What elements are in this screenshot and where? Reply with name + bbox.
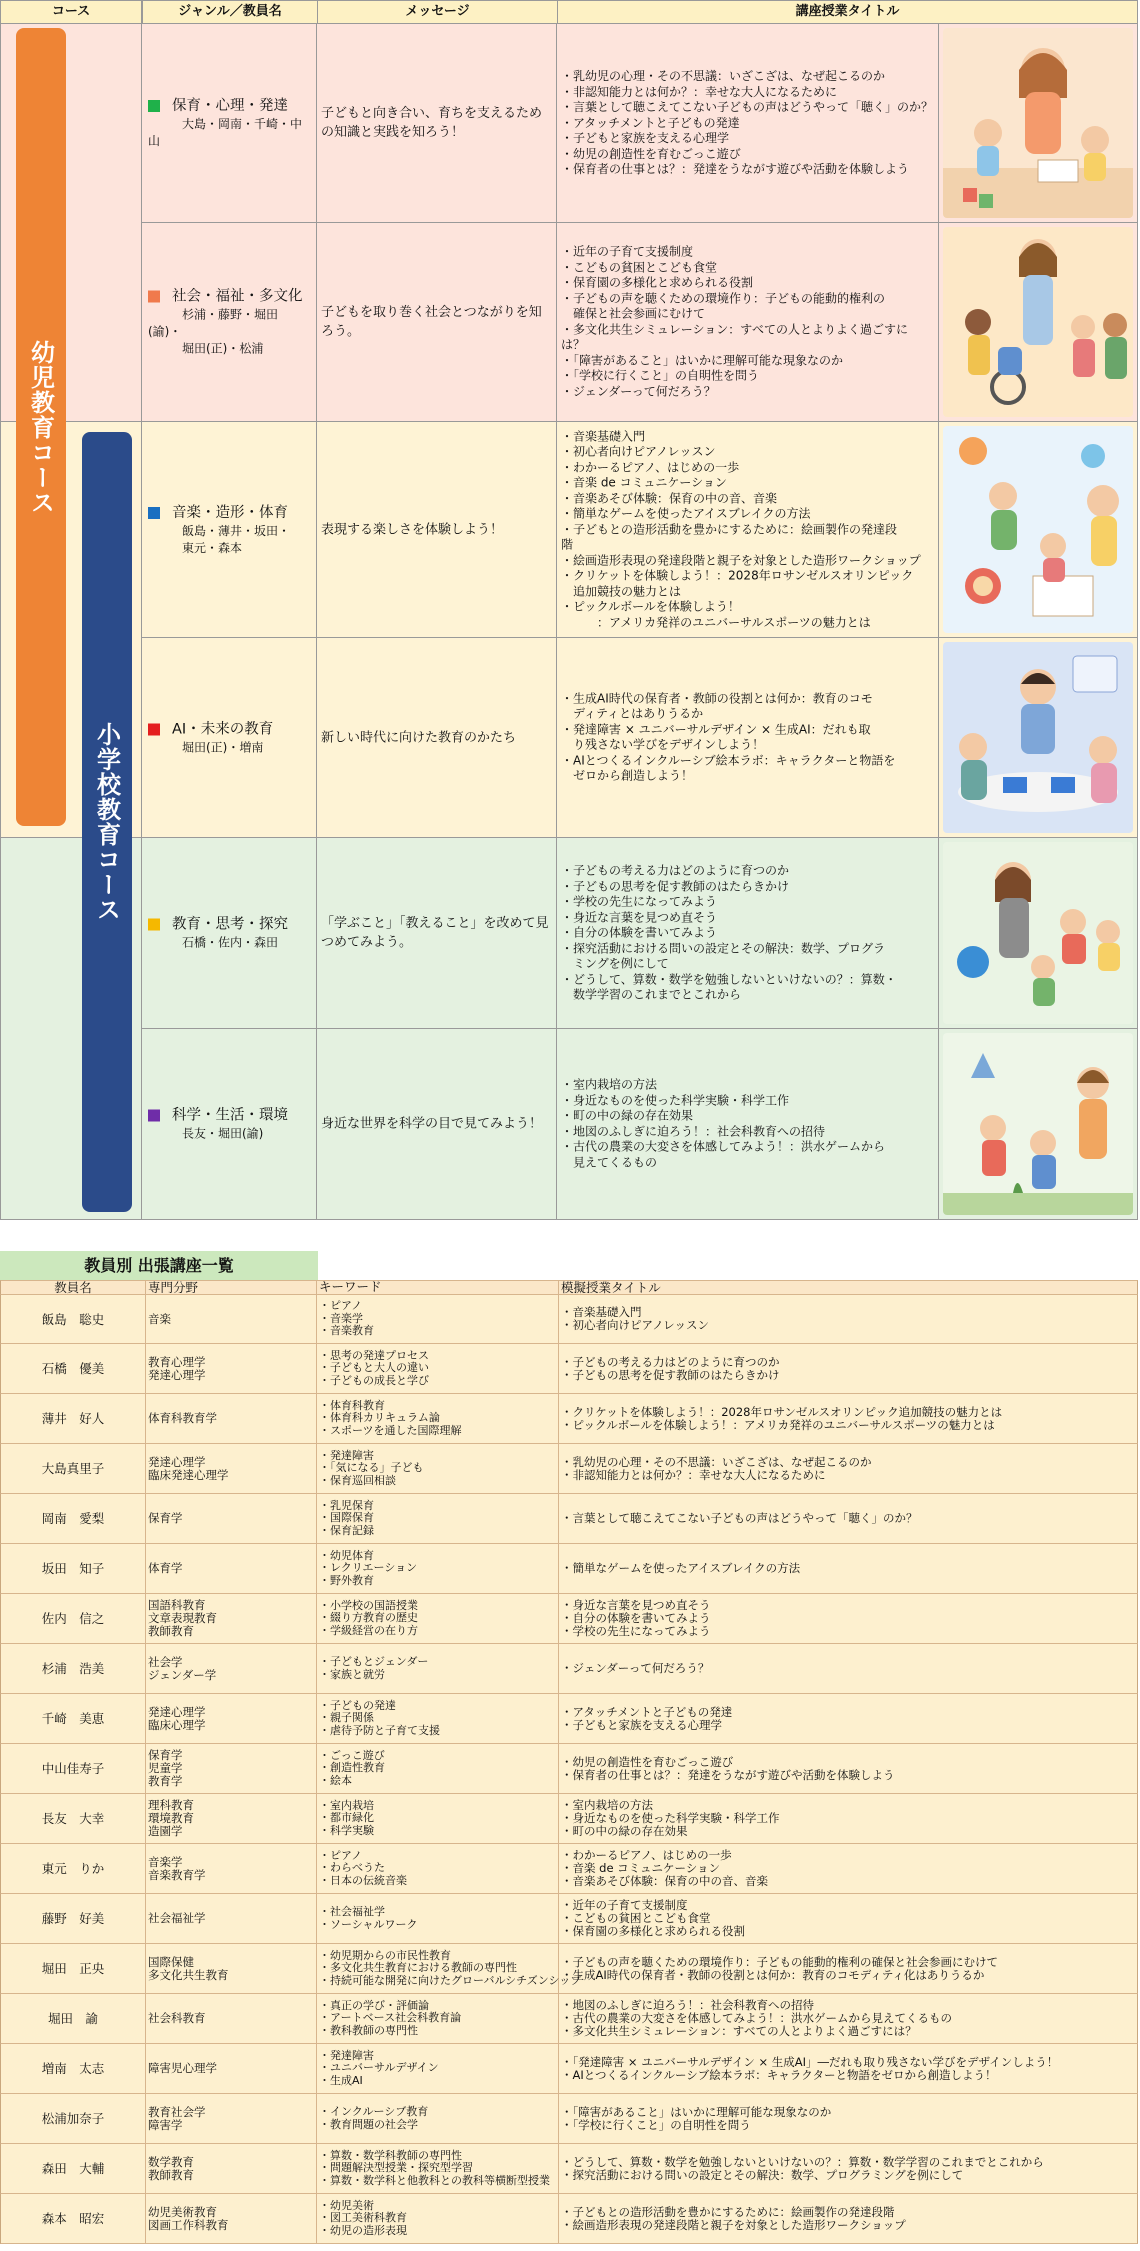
course-title-item: ・室内栽培の方法 [561,1077,658,1092]
course-message: 身近な世界を科学の目で見てみよう！ [321,1116,543,1132]
header-course: コース [0,0,142,24]
illustration-ai-tablets [943,642,1133,833]
header-message: メッセージ [317,0,558,24]
course-title-item: ・子どもの考える力はどのように育つのか [561,863,790,878]
faculty-field: 保育学 [146,1494,317,1543]
genre-title: 科学・生活・環境 [172,1107,288,1124]
course-row [142,223,1138,422]
youji-course-bar: 幼児教育コース [16,28,66,826]
course-title-item: ・子どもの声を聴くための環境作り：子どもの能動的権利の [561,291,886,305]
genre-staff: 長友・堀田(諭) [182,1126,264,1141]
faculty-row [0,1544,1138,1594]
course-title-item: ・身近な言葉を見つめ直そう [561,909,718,924]
illustration-music-art [943,426,1133,633]
genre-marker [148,723,160,735]
course-title-item: ・探究活動における問いの設定とその解決：数学、プログラ [561,940,886,955]
course-message: 新しい時代に向けた教育のかたち [321,730,517,745]
genre-title: 社会・福祉・多文化 [172,288,303,305]
course-title-item: ・地図のふしぎに迫ろう！：社会科教育への招待 [561,1124,826,1138]
faculty-titles: ・ジェンダーって何だろう？ [561,1661,710,1675]
course-title-item: ・クリケットを体験しよう！：2028年ロサンゼルスオリンピック [561,568,914,583]
faculty-field: 障害児心理学 [146,2044,317,2093]
faculty-name: 増南 太志 [1,2044,146,2093]
faculty-titles: ・「発達障害 × ユニバーサルデザイン × 生成AI」―だれも取り残さない学びをデザインしよう！ ・AIとつくるインクルーシブ絵本ラボ：キャラクターと物語をゼロから創造しよう！ [561,2054,1059,2082]
course-row [142,24,1138,223]
course-title-item: ・「障害があること」はいかに理解可能な現象なのか [561,353,844,367]
genre-marker [148,100,160,112]
faculty-row [0,1994,1138,2044]
header-genre: ジャンル／教員名 [142,0,318,24]
course-title-item: ゼロから創造しよう！ [561,768,694,783]
faculty-row [0,2044,1138,2094]
faculty-titles: ・わかーるピアノ、はじめの一歩 ・音楽 de コミュニケーション ・音楽あそび体験：保育の中の音、音楽 [561,1848,768,1888]
faculty-name: 松浦加奈子 [1,2094,146,2143]
course-title-item: ・わかーるピアノ、はじめの一歩 [561,459,740,474]
course-message: 子どもを取り巻く社会とつながりを知ろう。 [321,305,542,339]
faculty-keywords: ・小学校の国語授業 ・綴り方教育の歴史 ・学級経営の在り方 [317,1594,559,1643]
course-title-item: 追加競技の魅力とは [561,583,682,598]
faculty-keywords: ・子どもの発達 ・親子関係 ・虐待予防と子育て支援 [317,1694,559,1743]
genre-marker [148,919,160,931]
course-title-item: り残さない学びをデザインしよう！ [561,737,765,752]
course-title-item: 確保と社会参画にむけて [561,306,706,321]
faculty-keywords: ・発達障害 ・「気になる」子ども ・保育巡回相談 [317,1444,559,1493]
genre-marker [148,291,160,303]
faculty-field: 教育心理学 発達心理学 [146,1344,317,1393]
course-row [142,422,1138,638]
faculty-name: 森本 昭宏 [1,2194,146,2243]
faculty-titles: ・子どもとの造形活動を豊かにするために：絵画製作の発達段階 ・絵画造形表現の発達段階と親子を対象とした造形ワークショップ [561,2204,906,2232]
faculty-header-row [0,1280,1138,1295]
genre-staff: 東元・森本 [182,540,243,555]
header-name: 教員名 [1,1281,146,1294]
course-title-item: ：アメリカ発祥のユニバーサルスポーツの魅力とは [561,614,871,629]
faculty-field: 発達心理学 臨床心理学 [146,1694,317,1743]
faculty-field: 保育学 児童学 教育学 [146,1744,317,1793]
faculty-row [0,1744,1138,1794]
genre-staff: 大島・岡南・千崎・中 [182,117,303,131]
course-message: 「学ぶこと」「教えること」を改めて見つめてみよう。 [321,916,549,950]
faculty-keywords: ・幼児期からの市民性教育 ・多文化共生教育における教師の専門性 ・持続可能な開発に向けたグローバルシチズンシップ [317,1944,559,1993]
faculty-field: 国際保健 多文化共生教育 [146,1944,317,1993]
faculty-name: 大島真里子 [1,1444,146,1493]
faculty-row [0,2144,1138,2194]
faculty-row [0,1594,1138,1644]
course-title-item: ・町の中の緑の存在効果 [561,1108,694,1123]
genre-title: 保育・心理・発達 [172,98,288,114]
course-message: 子どもと向き合い、育ちを支えるための知識と実践を知ろう！ [321,106,543,140]
faculty-keywords: ・社会福祉学 ・ソーシャルワーク [317,1894,559,1943]
illustration-teacher-globe [943,842,1133,1024]
faculty-keywords: ・ピアノ ・わらべうた ・日本の伝統音楽 [317,1844,559,1893]
faculty-titles: ・近年の子育て支援制度 ・こどもの貧困とこども食堂 ・保育園の多様化と求められる役割 [561,1898,745,1938]
faculty-field: 教育社会学 障害学 [146,2094,317,2143]
faculty-row [0,1295,1138,1344]
course-title-item: ・「学校に行くこと」の自明性を問う [561,368,760,383]
faculty-name: 石橋 優美 [1,1344,146,1393]
faculty-keywords: ・子どもとジェンダー ・家族と就労 [317,1644,559,1693]
course-title-item: ・古代の農業の大変さを体感してみよう！：洪水ゲームから [561,1139,886,1154]
course-title-item: ・ジェンダーって何だろう？ [561,384,716,398]
faculty-row [0,1794,1138,1844]
faculty-name: 杉浦 浩美 [1,1644,146,1693]
course-title-item: ・幼児の創造性を育むごっこ遊び [561,146,741,161]
illustration-science-planting [943,1033,1133,1215]
course-title-item: ・保育者の仕事とは？：発達をうながす遊びや活動を体験しよう [561,161,910,176]
faculty-titles: ・乳幼児の心理・その不思議：いざこざは、なぜ起こるのか ・非認知能力とは何か？：幸せな大人になるために [561,1454,872,1482]
faculty-keywords: ・思考の発達プロセス ・子どもと大人の違い ・子どもの成長と学び [317,1344,559,1393]
faculty-field: 音楽 [146,1295,317,1343]
faculty-field: 発達心理学 臨床発達心理学 [146,1444,317,1493]
course-title-item: ・乳幼児の心理・その不思議：いざこざは、なぜ起こるのか [561,68,886,83]
genre-staff: 飯島・薄井・坂田・ [182,523,291,538]
course-title-item: ・子どもとの造形活動を豊かにするために：絵画製作の発達段 [561,521,898,536]
faculty-keywords: ・インクルーシブ教育 ・教育問題の社会学 [317,2094,559,2143]
faculty-field: 社会福祉学 [146,1894,317,1943]
course-title-item: 数学学習のこれまでとこれから [561,987,742,1002]
faculty-row [0,1394,1138,1444]
course-titles [561,429,934,631]
course-title-item: ・音楽基礎入門 [561,428,646,443]
faculty-name: 坂田 知子 [1,1544,146,1593]
course-title-item: ・生成AI時代の保育者・教師の役割とは何か：教育のコモ [561,691,873,705]
course-titles [561,691,934,784]
faculty-row [0,2094,1138,2144]
faculty-field: 体育科教育学 [146,1394,317,1443]
course-title-item: ディティとはありうるか [561,706,704,721]
faculty-titles: ・「障害があること」はいかに理解可能な現象なのか ・「学校に行くこと」の自明性を問う [561,2104,832,2132]
course-title-item: ・アタッチメントと子どもの発達 [561,115,740,130]
course-title-item: ・子どもの思考を促す教師のはたらきかけ [561,878,790,893]
faculty-name: 東元 りか [1,1844,146,1893]
faculty-field: 音楽学 音楽教育学 [146,1844,317,1893]
genre-staff: (諭)・ [148,324,182,339]
faculty-name: 長友 大幸 [1,1794,146,1843]
course-row [142,838,1138,1029]
course-message: 表現する楽しさを体験しよう！ [321,522,504,537]
course-titles [561,245,934,400]
course-title-item: ミングを例にして [561,956,669,971]
course-title-item: ・どうして、算数・数学を勉強しないといけないの？：算数・ [561,971,897,986]
course-title-item: ・AIとつくるインクルーシブ絵本ラボ：キャラクターと物語を [561,753,896,767]
faculty-keywords: ・ピアノ ・音楽学 ・音楽教育 [317,1295,559,1343]
course-title-item: ・身近なものを使った科学実験・科学工作 [561,1093,790,1107]
faculty-name: 飯島 聡史 [1,1295,146,1343]
faculty-keywords: ・室内栽培 ・都市緑化 ・科学実験 [317,1794,559,1843]
course-row [142,1029,1138,1220]
course-title-item: ・自分の体験を書いてみよう [561,925,718,940]
faculty-keywords: ・体育科教育 ・体育科カリキュラム論 ・スポーツを通した国際理解 [317,1394,559,1443]
faculty-keywords: ・乳児保育 ・国際保育 ・保育記録 [317,1494,559,1543]
faculty-row [0,1694,1138,1744]
course-title-item: ・絵画造形表現の発達段階と親子を対象とした造形ワークショップ [561,552,921,567]
genre-staff: 石橋・佐内・森田 [182,935,279,950]
header-keywords: キーワード [317,1281,559,1294]
faculty-titles: ・音楽基礎入門 ・初心者向けピアノレッスン [561,1305,710,1332]
faculty-row [0,2194,1138,2244]
illustration-teacher-reading [943,28,1133,218]
course-title-item: ・こどもの貧困とこども食堂 [561,260,718,274]
faculty-titles: ・簡単なゲームを使ったアイスブレイクの方法 [561,1561,801,1575]
faculty-row [0,1444,1138,1494]
course-title-item: ・保育園の多様化と求められる役割 [561,275,754,290]
course-title-item: ・近年の子育て支援制度 [561,244,694,259]
course-title-item: ・言葉として聴こえてこない子どもの声はどうやって「聴く」のか？ [561,99,934,114]
faculty-section-title: 教員別 出張講座一覧 [0,1251,318,1280]
course-title-item: ・ピックルボールを体験しよう！ [561,599,740,614]
course-titles [561,1078,934,1171]
course-titles [561,863,934,1003]
genre-marker [148,507,160,519]
faculty-row [0,1494,1138,1544]
genre-staff: 杉浦・藤野・堀田 [182,307,279,322]
faculty-name: 中山佳寿子 [1,1744,146,1793]
faculty-row [0,1894,1138,1944]
course-title-item: ・学校の先生になってみよう [561,894,718,909]
faculty-field: 社会学 ジェンダー学 [146,1644,317,1693]
faculty-row [0,1844,1138,1894]
faculty-keywords: ・幼児体育 ・レクリエーション ・野外教育 [317,1544,559,1593]
faculty-field: 体育学 [146,1544,317,1593]
faculty-titles: ・言葉として聴こえてこない子どもの声はどうやって「聴く」のか？ [561,1511,918,1525]
faculty-row [0,1344,1138,1394]
faculty-row [0,1644,1138,1694]
course-title-item: ・初心者向けピアノレッスン [561,444,716,459]
course-title-item: ・非認知能力とは何か？：幸せな大人になるために [561,84,838,99]
faculty-titles: ・室内栽培の方法 ・身近なものを使った科学実験・科学工作 ・町の中の緑の存在効果 [561,1798,780,1838]
genre-title: AI・未来の教育 [172,721,274,737]
course-title-item: ・音楽 de コミュニケーション [561,475,727,490]
faculty-name: 森田 大輔 [1,2144,146,2193]
faculty-field: 社会科教育 [146,1994,317,2043]
faculty-name: 藤野 好美 [1,1894,146,1943]
faculty-titles: ・アタッチメントと子どもの発達 ・子どもと家族を支える心理学 [561,1704,733,1732]
faculty-titles: ・子どもの考える力はどのように育つのか ・子どもの思考を促す教師のはたらきかけ [561,1354,780,1382]
faculty-name: 薄井 好人 [1,1394,146,1443]
faculty-name: 千崎 美恵 [1,1694,146,1743]
course-row [142,638,1138,838]
faculty-keywords: ・幼児美術 ・図工美術科教育 ・幼児の造形表現 [317,2194,559,2243]
course-title-item: は？ [561,337,586,352]
course-title-item: ・音楽あそび体験：保育の中の音、音楽 [561,490,778,505]
header-title: 模擬授業タイトル [561,1280,661,1295]
faculty-titles: ・どうして、算数・数学を勉強しないといけないの？：算数・数学学習のこれまでとこれから ・探究活動における問いの設定とその解決：数学、プログラミングを例にして [561,2154,1044,2182]
faculty-keywords: ・ごっこ遊び ・創造性教育 ・絵本 [317,1744,559,1793]
faculty-field: 数学教育 教師教育 [146,2144,317,2193]
faculty-titles: ・子どもの声を聴くための環境作り：子どもの能動的権利の確保と社会参画にむけて ・生成AI時代の保育者・教師の役割とは何か：教育のコモディティ化はありうるか [561,1954,998,1982]
faculty-keywords: ・算数・数学科教師の専門性 ・問題解決型授業・探究型学習 ・算数・数学科と他教科との教科等横断型授業 [317,2144,559,2193]
genre-marker [148,1110,160,1122]
shougakkou-course-bar: 小学校教育コース [82,432,132,1212]
header-field: 専門分野 [146,1281,317,1294]
course-title-item: ・簡単なゲームを使ったアイスブレイクの方法 [561,506,811,521]
genre-staff: 堀田(正)・松浦 [182,341,264,356]
header-title: 講座授業タイトル [557,0,1138,24]
genre-staff: 山 [148,134,161,148]
illustration-diverse-children [943,227,1133,417]
faculty-titles: ・幼児の創造性を育むごっこ遊び ・保育者の仕事とは？：発達をうながす遊びや活動を体験しよう [561,1754,895,1782]
genre-title: 音楽・造形・体育 [172,504,288,521]
genre-staff: 堀田(正)・増南 [182,740,264,754]
faculty-name: 佐内 信之 [1,1594,146,1643]
faculty-keywords: ・真正の学び・評価論 ・アートベース社会科教育論 ・教科教師の専門性 [317,1994,559,2043]
faculty-field: 国語科教育 文章表現教育 教師教育 [146,1594,317,1643]
faculty-name: 堀田 正央 [1,1944,146,1993]
faculty-titles: ・身近な言葉を見つめ直そう ・自分の体験を書いてみよう ・学校の先生になってみよう [561,1598,711,1638]
faculty-name: 堀田 諭 [1,1994,146,2043]
faculty-row [0,1944,1138,1994]
course-title-item: ・子どもと家族を支える心理学 [561,130,730,145]
course-title-item: 見えてくるもの [561,1155,658,1169]
faculty-titles: ・地図のふしぎに迫ろう！：社会科教育への招待 ・古代の農業の大変さを体感してみよう！：洪水ゲームから見えてくるもの ・多文化共生シミュレーション：すべての人とよりよく過ごすには？ [561,1998,952,2038]
course-titles [561,69,934,178]
faculty-field: 理科教育 環境教育 造園学 [146,1794,317,1843]
faculty-name: 岡南 愛梨 [1,1494,146,1543]
genre-title: 教育・思考・探究 [172,916,288,933]
faculty-titles: ・クリケットを体験しよう！：2028年ロサンゼルスオリンピック追加競技の魅力とは ・ピックルボールを体験しよう！：アメリカ発祥のユニバーサルスポーツの魅力とは [561,1404,1003,1432]
course-title-item: ・多文化共生シミュレーション：すべての人とよりよく過ごすに [561,322,909,336]
course-title-item: ・発達障害 × ユニバーサルデザイン × 生成AI：だれも取 [561,722,871,736]
faculty-field: 幼児美術教育 図画工作科教育 [146,2194,317,2243]
course-title-item: 階 [561,537,574,552]
faculty-keywords: ・発達障害 ・ユニバーサルデザイン ・生成AI [317,2044,559,2093]
